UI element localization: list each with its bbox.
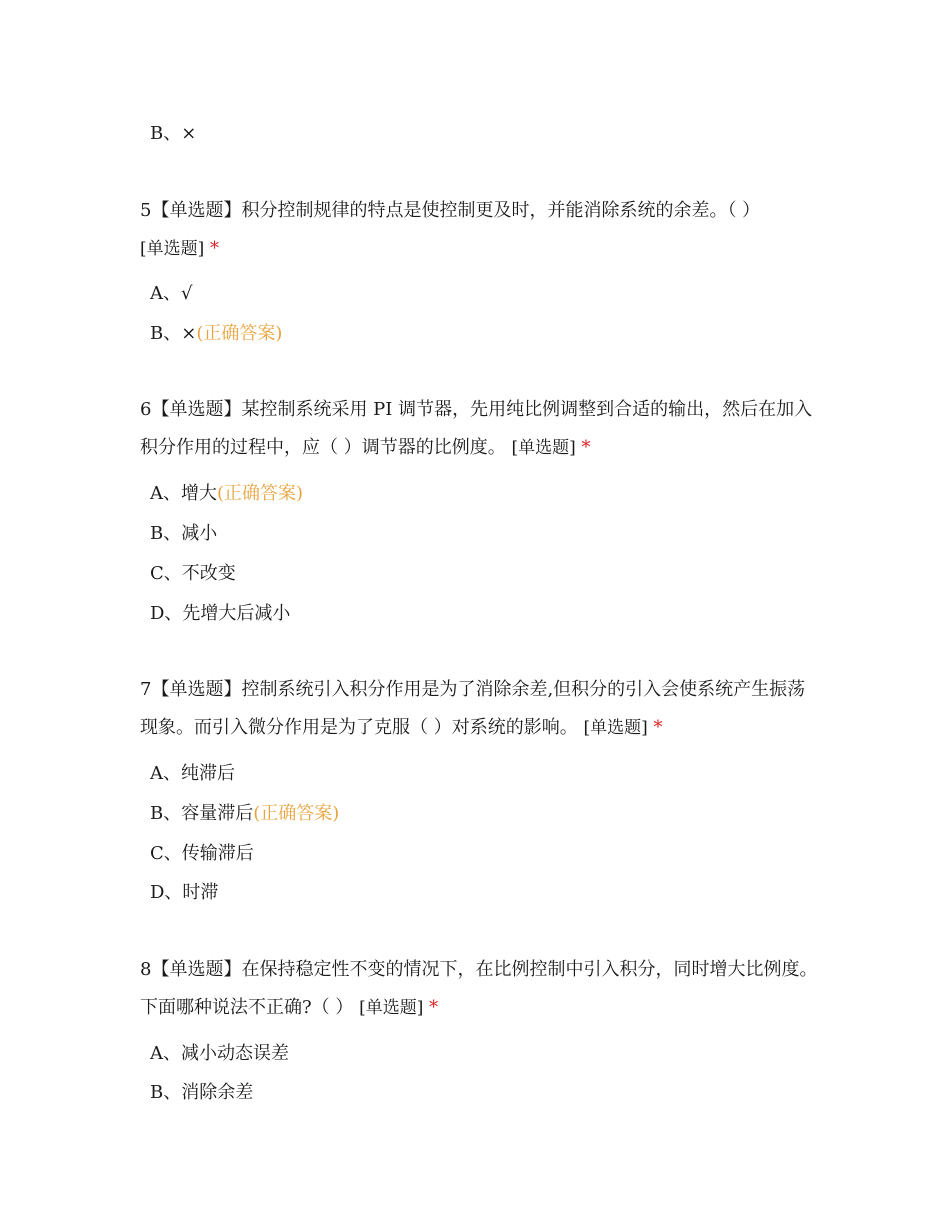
correct-answer-badge: (正确答案) xyxy=(217,483,304,504)
option-q8-b xyxy=(150,1081,253,1105)
question-6 xyxy=(140,391,820,467)
option-text: D、先增大后减小 xyxy=(150,603,291,624)
question-7-text: 7【单选题】控制系统引入积分作用是为了消除余差,但积分的引入会使系统产生振荡现象。而引入微分作用是为了克服（ ）对系统的影响。 xyxy=(140,679,806,738)
option-q6-b xyxy=(150,522,217,546)
option-q7-b xyxy=(150,802,339,826)
option-text: D、时滞 xyxy=(150,882,219,903)
question-type: [单选题] xyxy=(583,718,648,738)
option-q6-c xyxy=(150,562,236,586)
option-text: A、减小动态误差 xyxy=(150,1043,289,1064)
option-text: C、不改变 xyxy=(150,563,236,584)
option-q8-a xyxy=(150,1042,289,1066)
option-text: B、减小 xyxy=(150,523,218,544)
option-text: B、消除余差 xyxy=(150,1082,254,1103)
option-q6-a xyxy=(150,482,303,506)
option-text: A、√ xyxy=(150,283,193,304)
option-text: B、× xyxy=(150,323,197,344)
option-q7-c xyxy=(150,842,254,866)
question-5-text: 5【单选题】积分控制规律的特点是使控制更及时，并能消除系统的余差。（ ） xyxy=(140,200,761,221)
question-type: [单选题] xyxy=(511,438,576,458)
required-mark: * xyxy=(429,997,439,1018)
option-q4-b xyxy=(150,122,196,146)
correct-answer-badge: (正确答案) xyxy=(253,803,340,824)
option-q6-d xyxy=(150,602,290,626)
option-text: B、容量滞后 xyxy=(150,803,254,824)
required-mark: * xyxy=(210,238,219,259)
option-q7-d xyxy=(150,881,218,905)
question-5 xyxy=(140,192,820,268)
option-text: C、传输滞后 xyxy=(150,843,254,864)
question-7 xyxy=(140,671,820,747)
required-mark: * xyxy=(653,717,663,738)
question-type: [单选题] xyxy=(140,239,205,259)
question-6-text: 6【单选题】某控制系统采用 PI 调节器，先用纯比例调整到合适的输出，然后在加入积分作用的过程中，应（ ）调节器的比例度。 xyxy=(140,399,813,458)
option-text: A、纯滞后 xyxy=(150,763,235,784)
option-q5-a xyxy=(150,282,192,306)
question-8-text: 8【单选题】在保持稳定性不变的情况下，在比例控制中引入积分，同时增大比例度。下面哪种说法不正确?（ ） xyxy=(140,959,818,1018)
option-text: A、增大 xyxy=(150,483,217,504)
option-q5-b xyxy=(150,322,282,346)
option-text: B、× xyxy=(150,123,197,144)
correct-answer-badge: (正确答案) xyxy=(196,323,283,344)
required-mark: * xyxy=(581,437,591,458)
question-8 xyxy=(140,951,820,1027)
option-q7-a xyxy=(150,762,235,786)
question-type: [单选题] xyxy=(359,998,424,1018)
